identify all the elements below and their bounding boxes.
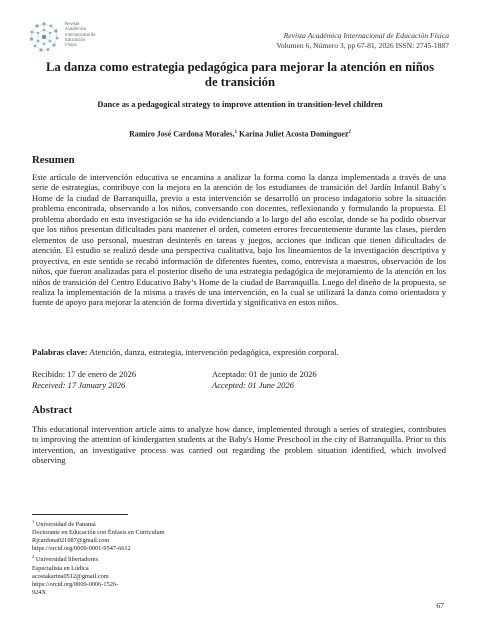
footnote-orcid-link-cont[interactable]: 924X (32, 588, 46, 596)
footnote-affiliation: Universidad de Panamá (35, 521, 96, 529)
footnote-mark: 2 (32, 554, 35, 560)
author-affiliation-mark: 2 (348, 130, 351, 135)
footnote-mark: 1 (32, 519, 35, 524)
abstract-text: This educational intervention article aims to analyze how dance, implemented through a series of strategies, contributes to improving the attention of kindergarten students at the Baby's Home Preschool in the city of Barranquilla. Prior to this intervention, an investigative process was carried out regarding the problem situation identified, which involved observing (32, 424, 446, 466)
footnote-line (32, 518, 232, 529)
logo-text-line: Física (65, 42, 77, 48)
footnote-email[interactable]: Rjcardona021087@gmail.com (32, 537, 110, 545)
footnote-line: Doctorante en Educación con Énfasis en Curriculum (32, 529, 165, 537)
journal-header (276, 31, 449, 51)
accepted-date-en: Accepted: 01 June 2026 (212, 380, 294, 391)
article-title: La danza como estrategia pedagógica para mejorar la atención en niños de transición (45, 60, 435, 89)
article-dates (32, 369, 412, 391)
journal-volume: Volumen 6, Número 3, pp 67-81, 2026 ISSN: 2745-1887 (276, 41, 449, 51)
received-date-en: Received: 17 January 2026 (32, 380, 126, 391)
journal-logo-icon (28, 21, 60, 53)
logo-text-line: Revista (65, 21, 80, 26)
logo-text-line: Internacional de (65, 31, 96, 37)
page-number: 67 (436, 601, 444, 610)
footnote-line (32, 553, 232, 564)
author-affiliation-mark: 1 (234, 130, 238, 135)
resumen-text: Este artículo de intervención educativa se encamina a analizar la forma como la danza implementada a través de una serie de estrategias, contribuye con la mejora en la atención de los estudiantes de transición del Jardín Infantil Baby´s Home de la ciudad de Barranquilla, previo a esta intervención se desarrolló un proceso indagatorio sobre la situación problema encontrada, observando a los niños, conversando con docentes, reflexionando y formulando la propuesta. El problema abordado en esta investigación se ha ido evidenciando a lo largo del año escolar, donde se ha podido observar que los niños presentan dificultades para mantener el orden, cometen errores frecuentemente durante las clases, pierden elementos de uso personal, muestran desinterés en tareas y juegos, acciones que indican que tienen dificultades de atención. El estudio se realizó desde una perspectiva cualitativa, bajo los lineamientos de la investigación descriptiva y proyectiva, en este sentido se recabó información de diferentes fuentes, como, entrevista a maestros, observación de los niños, que fueron analizadas para el posterior diseño de una estrategia pedagógica de mejoramiento de la atención en los niños de transición del Centro Educativo Baby’s Home de la ciudad de Barranquilla. Luego del diseño de la propuesta, se realiza la implementación de la misma a través de una intervención, en la cual se utilizará la danza como orientadora y fuente de apoyo para mejorar la atención de forma divertida y significativa en estos niños. (32, 172, 446, 308)
footnote-divider (32, 514, 128, 515)
keywords (32, 347, 446, 357)
author-list (30, 128, 450, 140)
accepted-date-es: Aceptado: 01 de junio de 2026 (212, 369, 317, 379)
abstract-heading: Abstract (32, 404, 73, 416)
footnote-email[interactable]: acostakarina0512@gmail.com (32, 572, 109, 580)
resumen-heading: Resumen (32, 154, 75, 166)
footnotes (32, 518, 232, 597)
footnote-line: Especialista en Lúdica (32, 564, 89, 572)
footnote-orcid-link[interactable]: https://orcid.org/0009-0001-9547-6612 (32, 545, 131, 553)
received-date-es: Recibido: 17 de enero de 2026 (32, 369, 137, 379)
author-name: Ramiro José Cardona Morales, (129, 129, 235, 139)
author-name: Karina Juliet Acosta Domínguez (237, 129, 349, 139)
logo-text (65, 21, 125, 47)
footnote-affiliation: Universidad libertadores (35, 556, 98, 564)
keywords-label: Palabras clave: (32, 347, 88, 357)
logo-text-line: Educación (65, 36, 86, 42)
journal-name: Revista Académica Internacional de Educación Física (283, 31, 449, 40)
article-title-english: Dance as a pedagogical strategy to improve attention in transition-level children (97, 100, 383, 109)
logo-text-line: Académica (65, 26, 87, 32)
footnote-orcid-link[interactable]: https://orcid.org/0009-0006-1526- (32, 580, 119, 588)
keywords-text: Atención, danza, estrategia, intervención pedagógica, expresión corporal. (87, 347, 339, 357)
